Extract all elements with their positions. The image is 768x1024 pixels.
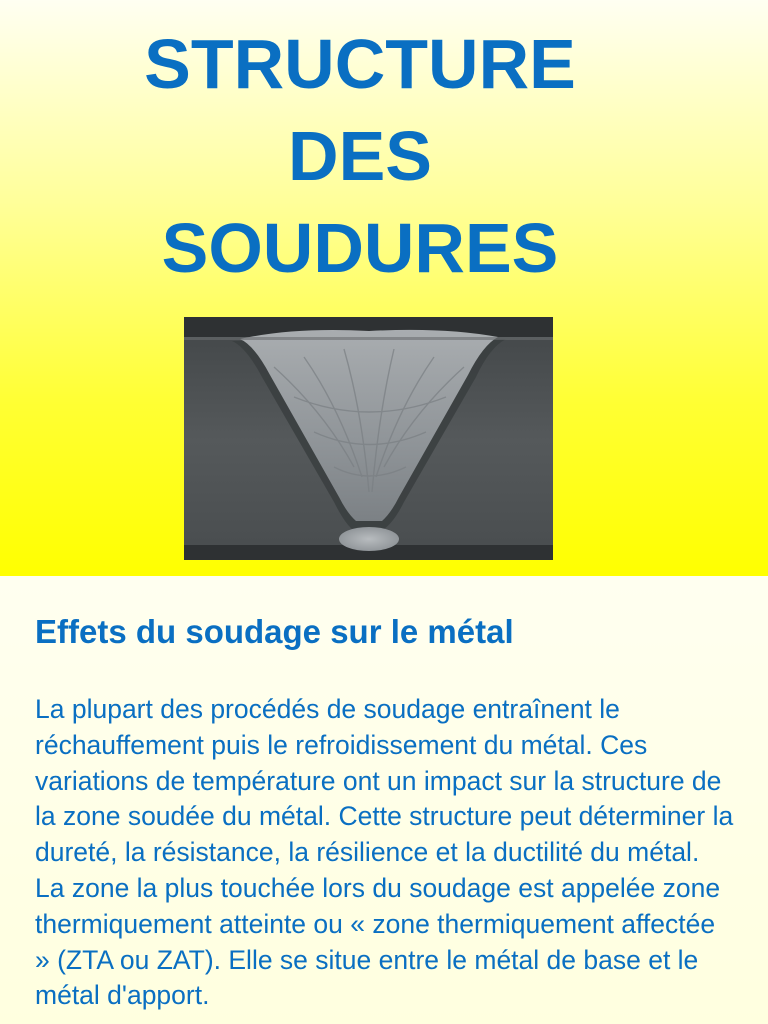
title-line-1: STRUCTURE — [144, 25, 576, 103]
page-title — [0, 18, 720, 294]
title-line-3: SOUDURES — [161, 209, 559, 287]
weld-cross-section-illustration — [184, 317, 553, 560]
content-section — [0, 576, 768, 1024]
section-heading: Effets du soudage sur le métal — [35, 613, 514, 650]
title-line-2: DES — [288, 117, 432, 195]
section-body-text: La plupart des procédés de soudage entraînent le réchauffement puis le refroidissement du métal. Ces variations de température ont un impact sur la structure de la zone soudée du métal. Cette structure peut déterminer la dureté, la résistance, la résilience et la ductilité du métal. La zone la plus touchée lors du soudage est appelée zone thermiquement atteinte ou « zone thermiquement affectée » (ZTA ou ZAT). Elle se situe entre le métal de base et le métal d'apport. — [35, 694, 734, 1011]
weld-cross-section-image — [184, 317, 553, 560]
